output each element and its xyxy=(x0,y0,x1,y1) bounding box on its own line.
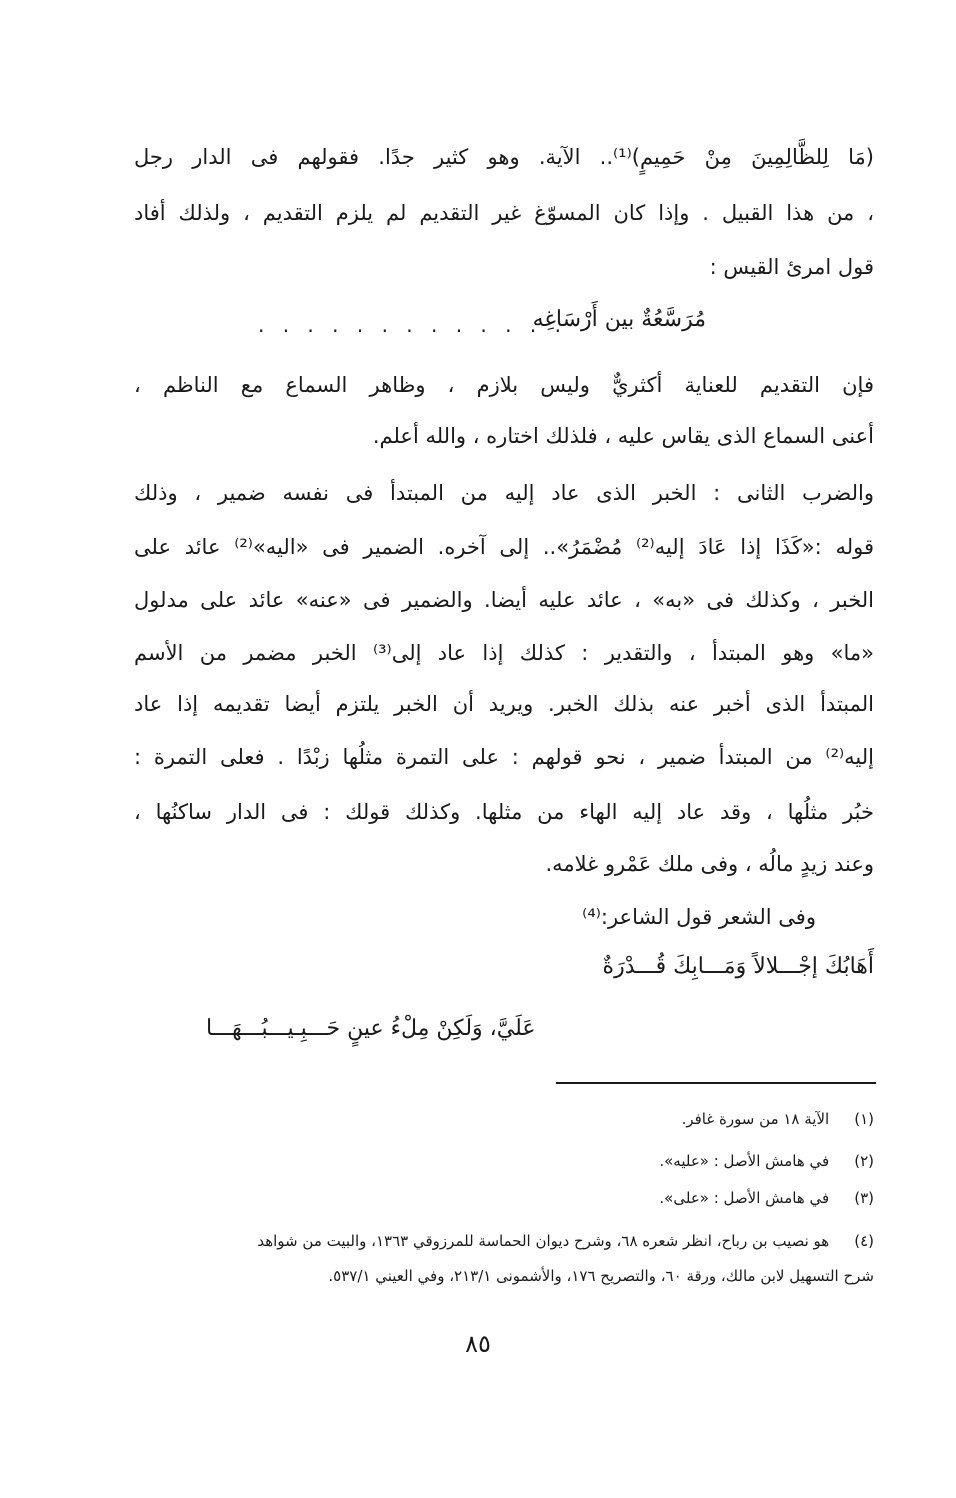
footnote-4 xyxy=(257,1230,874,1252)
body-line-4: فإن التقديم للعناية أكثريٌّ وليس بلازم ، وظاهر السماع مع الناظم ، xyxy=(134,373,874,397)
body-line-6: والضرب الثانى : الخبر الذى عاد إليه من المبتدأ فى نفسه ضمير ، وذلك xyxy=(134,481,874,505)
omission-dots: . . . . . . . . . . . . . xyxy=(258,313,567,337)
body-line-5: أعنى السماع الذى يقاس عليه ، فلذلك اختاره ، والله أعلم. xyxy=(372,424,874,448)
body-line-13: وعند زيدٍ مالُه ، وفى ملك عَمْرو غلامه. xyxy=(545,852,874,876)
body-line-7: قوله :«كَذَا إذا عَادَ إليه⁽²⁾ مُضْمَرُ».. إلى آخره. الضمير فى «اليه»⁽²⁾ عائد على xyxy=(134,535,874,559)
footnote-text: الآية ١٨ من سورة غافر. xyxy=(681,1110,830,1128)
footnote-4-continuation: شرح التسهيل لابن مالك، ورقة ٦٠، والتصريح ١٧٦، والأشمونى ٢١٣/١، وفي العيني ٥٣٧/١. xyxy=(328,1267,874,1285)
body-line-8: الخبر ، وكذلك فى «به» ، عائد عليه أيضا. والضمير فى «عنه» عائد على مدلول xyxy=(134,588,874,612)
body-line-14: وفى الشعر قول الشاعر:⁽⁴⁾ xyxy=(582,905,816,929)
footnote-2 xyxy=(659,1150,874,1172)
verse-line-2: عَلَيَّ، وَلَكِنْ مِلْءُ عينٍ حَـــبِـيـــبُـــهَـــا xyxy=(206,1016,536,1041)
quoted-half-verse: مُرَسَّعُةٌ بين أَرْسَاغِه xyxy=(532,307,706,332)
footnote-number: (٣) xyxy=(854,1189,874,1207)
footnote-text: في هامش الأصل : «على». xyxy=(659,1189,830,1207)
body-line-12: خبُر مثلُها ، وقد عاد إليه الهاء من مثلها. وكذلك قولك : فى الدار ساكنُها ، xyxy=(134,800,874,824)
verse-line-1: أَهَابُكَ إجْـــلالاً وَمَـــابِكَ قُـــدْرَةٌ xyxy=(602,954,874,979)
body-line-9: «ما» وهو المبتدأ ، والتقدير : كذلك إذا عاد إلى⁽³⁾ الخبر مضمر من الأسم xyxy=(134,641,874,665)
footnote-number: (٢) xyxy=(854,1152,874,1170)
body-line-1: (مَا لِلظَّالِمِينَ مِنْ حَمِيمٍ)⁽¹⁾.. الآية. وهو كثير جدًا. فقولهم فى الدار رجل xyxy=(134,145,874,169)
footnote-1 xyxy=(682,1108,874,1130)
body-line-2: ، من هذا القبيل . وإذا كان المسوّغ غير التقديم لم يلزم التقديم ، ولذلك أفاد xyxy=(134,201,874,225)
footnote-text: هو نصيب بن رباح، انظر شعره ٦٨، وشرح ديوان الحماسة للمرزوقي ١٣٦٣، والبيت من شواهد xyxy=(257,1232,830,1250)
footnote-separator xyxy=(556,1082,876,1084)
footnote-number: (٤) xyxy=(854,1232,874,1250)
body-line-10: المبتدأ الذى أخبر عنه بذلك الخبر. ويريد أن الخبر يلتزم أيضا تقديمه إذا عاد xyxy=(134,692,874,716)
body-line-3: قول امرئ القيس : xyxy=(709,255,874,279)
footnote-text: في هامش الأصل : «عليه». xyxy=(659,1152,830,1170)
footnote-number: (١) xyxy=(854,1110,874,1128)
page-number: ٨٥ xyxy=(465,1330,491,1358)
body-line-11: إليه⁽²⁾ من المبتدأ ضمير ، نحو قولهم : على التمرة مثلُها زبْدًا . فعلى التمرة : xyxy=(134,745,874,769)
footnote-3 xyxy=(659,1187,874,1209)
